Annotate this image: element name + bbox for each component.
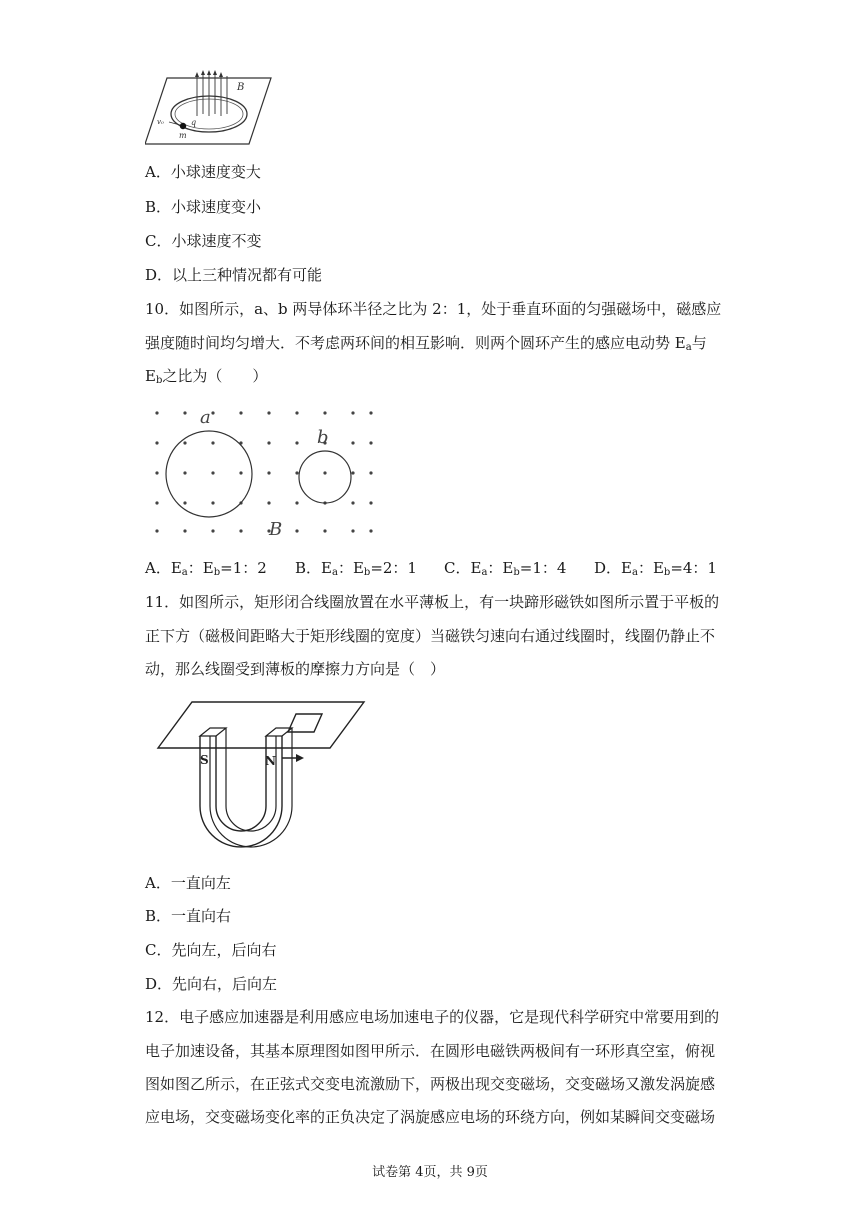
q11-label-n: N [265,754,276,768]
q10-option-a-letter: A． [145,559,171,577]
q9-figure [145,70,273,150]
q9-label-m: m [179,131,187,140]
q10-option-c [444,558,566,583]
field-dot [211,411,214,414]
q12-line-3: 图如图乙所示，在正弦式交变电流激励下，两极出现交变磁场，交变磁场又激发涡旋感 [145,1075,716,1093]
q11-option-b: B．一直向右 [145,907,232,925]
q11-line-2: 正下方（磁极间距略大于矩形线圈的宽度）当磁铁匀速向右通过线圈时，线圈仍静止不 [145,627,716,645]
q10-option-b-mid: ：E [337,559,364,577]
q10-option-d-letter: D． [594,559,622,577]
q10-option-b-val: =2：1 [370,559,417,577]
q10-option-a-mid: ：E [187,559,214,577]
q10-figure [145,403,380,538]
field-dot [211,441,214,444]
field-dot [323,529,326,532]
q10-option-a-s2: b [213,567,221,578]
field-dot [239,411,242,414]
q10-line-2-sub: a [685,342,692,353]
q10-option-d-s1: a [631,567,638,578]
q10-line-2 [145,333,707,358]
q11-option-a: A．一直向左 [145,874,231,892]
q9-option-d: D．以上三种情况都有可能 [145,266,323,284]
q11-figure [150,696,370,862]
field-dot [369,471,372,474]
field-dot [183,471,186,474]
page-footer: 试卷第 4页，共 9页 [372,1165,488,1180]
q10-line-3 [145,366,267,391]
q9-option-a: A．小球速度变大 [145,163,261,181]
q11-option-d: D．先向右，后向左 [145,975,278,993]
q10-label-a: a [200,407,211,428]
q11-line-1: 11．如图所示，矩形闭合线圈放置在水平薄板上，有一块蹄形磁铁如图所示置于平板的 [145,593,720,611]
q10-option-c-s1: a [481,567,488,578]
field-dot [239,471,242,474]
q10-option-a-s1: a [181,567,188,578]
q10-option-b-letter: B． [295,559,322,577]
q10-option-b-s2: b [363,567,371,578]
q9-label-b: B [237,82,245,93]
q10-line-2-text: 强度随时间均匀增大．不考虑两环间的相互影响．则两个圆环产生的感应电动势 E [145,334,686,352]
field-dot [155,441,158,444]
q9-label-q: q [191,118,197,127]
field-dot [239,529,242,532]
q10-line-3-text: 之比为（ ） [162,367,268,385]
q10-option-b [295,558,417,583]
field-dot [183,529,186,532]
q10-option-d-s2: b [663,567,671,578]
field-dot [369,411,372,414]
q9-option-c: C．小球速度不变 [145,232,262,250]
q10-option-d [594,558,717,583]
q10-option-d-val: =4：1 [670,559,717,577]
q10-option-b-s1: a [331,567,338,578]
field-dot [267,411,270,414]
q10-option-a-val: =1：2 [220,559,267,577]
q9-option-b: B．小球速度变小 [145,198,262,216]
q10-label-b: b [317,427,329,448]
q10-label-field: B [269,519,283,538]
q11-label-s: S [200,753,209,767]
field-dot [155,411,158,414]
field-dot [295,529,298,532]
q12-line-2: 电子加速设备，其基本原理图如图甲所示．在圆形电磁铁两极间有一环形真空室，俯视 [145,1042,716,1060]
q10-line-3-sub: b [155,375,163,386]
field-dot [351,411,354,414]
field-dot [323,471,326,474]
field-dot [369,441,372,444]
field-dot [211,501,214,504]
q9-label-v: v₀ [157,118,164,126]
field-dot [155,471,158,474]
q10-option-c-letter: C． [444,559,471,577]
q11-line-3: 动，那么线圈受到薄板的摩擦力方向是（ ） [145,660,446,678]
q10-line-3-prefix: E [145,367,156,385]
q10-line-1: 10．如图所示，a、b 两导体环半径之比为 2：1，处于垂直环面的匀强磁场中，磁感应 [145,300,722,318]
field-dot [369,529,372,532]
field-dot [267,441,270,444]
field-dot [155,501,158,504]
q11-option-c: C．先向左，后向右 [145,941,277,959]
field-dot [155,529,158,532]
field-dot [295,471,298,474]
field-dot [183,501,186,504]
field-dot [267,471,270,474]
q10-option-c-s2: b [513,567,520,578]
q10-option-b-e: E [321,559,332,577]
q10-option-a-e: E [170,559,182,577]
field-dot [295,411,298,414]
q10-option-c-mid: ：E [487,559,514,577]
q12-line-4: 应电场，交变磁场变化率的正负决定了涡旋感应电场的环绕方向，例如某瞬间交变磁场 [145,1108,716,1126]
field-dot [351,441,354,444]
q10-option-c-e: E [470,559,482,577]
field-dot [183,411,186,414]
q12-line-1: 12．电子感应加速器是利用感应电场加速电子的仪器，它是现代科学研究中常要用到的 [145,1008,720,1026]
field-dot [183,441,186,444]
field-dot [351,471,354,474]
q10-option-d-e: E [621,559,632,577]
field-dot [211,471,214,474]
field-dots [155,411,372,532]
q10-option-c-val: =1：4 [519,559,567,577]
field-dot [369,501,372,504]
field-dot [295,501,298,504]
field-dot [351,501,354,504]
field-dot [323,411,326,414]
field-dot [295,441,298,444]
field-dot [351,529,354,532]
q10-option-a [145,558,267,583]
q10-option-d-mid: ：E [637,559,664,577]
field-dot [267,501,270,504]
q10-line-2-tail: 与 [691,334,707,352]
field-dot [211,529,214,532]
